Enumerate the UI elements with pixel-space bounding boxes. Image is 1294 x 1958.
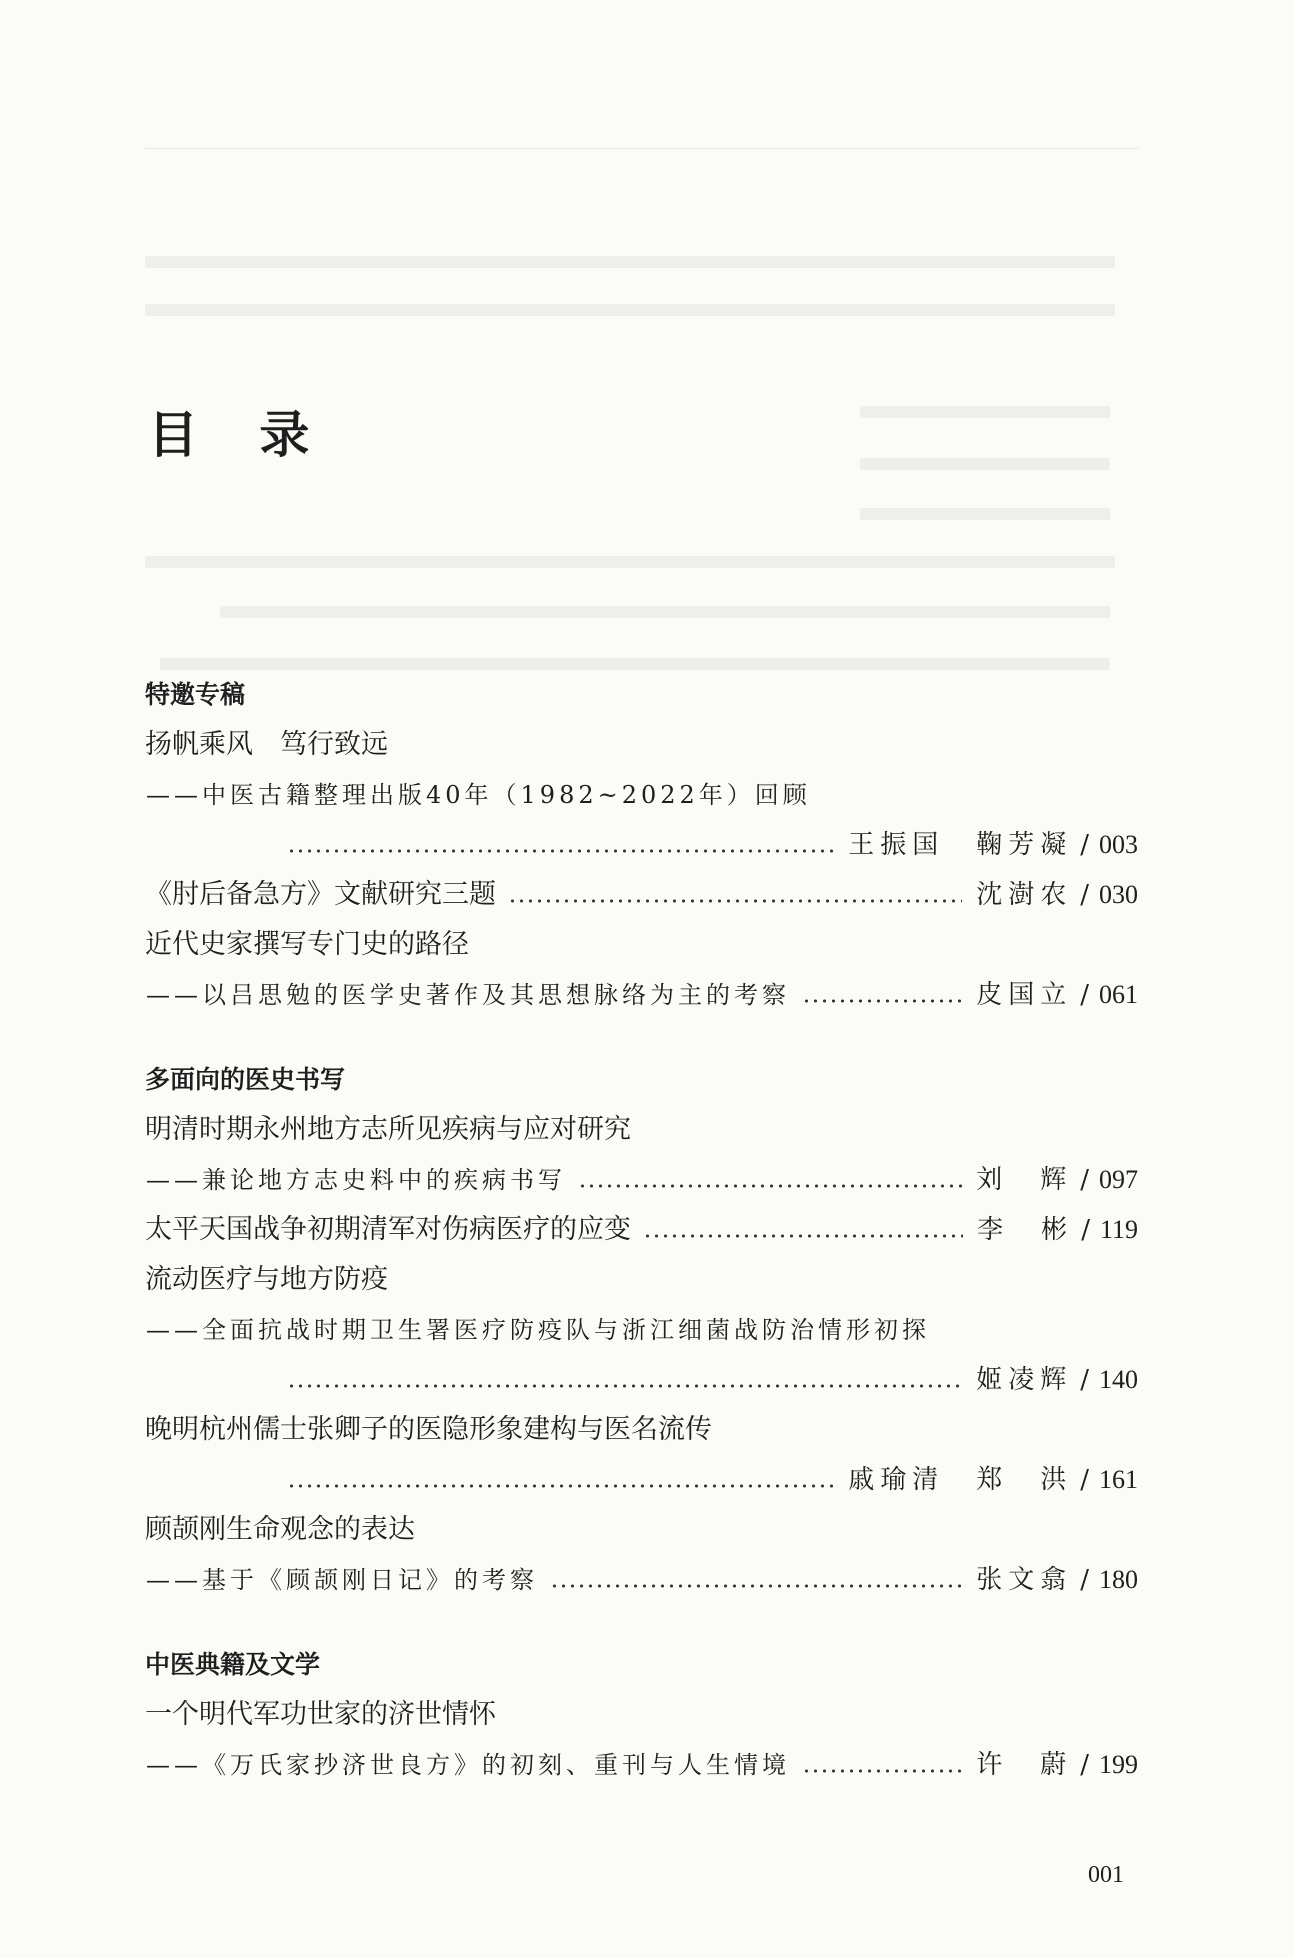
entry-title: 太平天国战争初期清军对伤病医疗的应变 bbox=[145, 1214, 631, 1245]
entry-subtitle: ——《万氏家抄济世良方》的初刻、重刊与人生情境 bbox=[146, 1751, 790, 1779]
entry-authors: 张文翕 bbox=[976, 1565, 1073, 1595]
dot-leader bbox=[578, 1184, 962, 1188]
entry-page: 199 bbox=[1099, 1750, 1138, 1779]
dot-leader bbox=[287, 1384, 962, 1388]
entry-title: 扬帆乘风 笃行致远 bbox=[145, 729, 388, 760]
entry-page: 097 bbox=[1099, 1165, 1138, 1194]
toc-entry-subtitle bbox=[145, 1555, 1138, 1605]
entry-authors: 李 彬 bbox=[977, 1215, 1074, 1245]
toc-entry-leader-line bbox=[145, 820, 1138, 870]
dot-leader bbox=[802, 1769, 962, 1773]
entry-subtitle: ——中医古籍整理出版40年（1982~2022年）回顾 bbox=[146, 781, 811, 809]
table-of-contents bbox=[145, 670, 1138, 1790]
entry-title: 晚明杭州儒士张卿子的医隐形象建构与医名流传 bbox=[145, 1414, 712, 1445]
separator-slash: / bbox=[1080, 1465, 1089, 1495]
entry-authors: 王振国 鞠芳凝 bbox=[848, 830, 1073, 860]
page-number: 001 bbox=[1088, 1862, 1124, 1888]
entry-title: 流动医疗与地方防疫 bbox=[145, 1264, 388, 1295]
section-heading: 特邀专稿 bbox=[145, 680, 246, 709]
entry-title: 近代史家撰写专门史的路径 bbox=[145, 929, 469, 960]
toc-entry-title[interactable] bbox=[145, 1505, 1138, 1555]
entry-title: 一个明代军功世家的济世情怀 bbox=[145, 1699, 496, 1730]
entry-authors: 皮国立 bbox=[976, 980, 1073, 1010]
entry-subtitle: ——全面抗战时期卫生署医疗防疫队与浙江细菌战防治情形初探 bbox=[146, 1316, 930, 1344]
toc-entry-title[interactable] bbox=[145, 1690, 1138, 1740]
separator-slash: / bbox=[1080, 1165, 1089, 1195]
entry-authors: 戚瑜清 郑 洪 bbox=[848, 1465, 1073, 1495]
entry-title: 明清时期永州地方志所见疾病与应对研究 bbox=[145, 1114, 631, 1145]
entry-subtitle: ——以吕思勉的医学史著作及其思想脉络为主的考察 bbox=[146, 981, 790, 1009]
entry-page: 161 bbox=[1099, 1465, 1138, 1494]
toc-entry-title[interactable] bbox=[145, 720, 1138, 770]
toc-entry-subtitle bbox=[145, 770, 1138, 820]
section-heading: 中医典籍及文学 bbox=[145, 1650, 321, 1679]
separator-slash: / bbox=[1080, 980, 1089, 1010]
toc-entry-subtitle bbox=[145, 970, 1138, 1020]
toc-entry-title[interactable] bbox=[145, 1105, 1138, 1155]
entry-authors: 许 蔚 bbox=[976, 1750, 1073, 1780]
dot-leader bbox=[802, 999, 962, 1003]
toc-entry-title[interactable] bbox=[145, 920, 1138, 970]
entry-subtitle: ——兼论地方志史料中的疾病书写 bbox=[146, 1166, 566, 1194]
separator-slash: / bbox=[1080, 1365, 1089, 1395]
entry-title: 《肘后备急方》文献研究三题 bbox=[145, 879, 496, 910]
separator-slash: / bbox=[1080, 1565, 1089, 1595]
entry-page: 119 bbox=[1099, 1215, 1138, 1244]
toc-entry[interactable] bbox=[145, 1205, 1138, 1255]
dot-leader bbox=[550, 1584, 962, 1588]
dot-leader bbox=[287, 1484, 834, 1488]
separator-slash: / bbox=[1080, 830, 1089, 860]
dot-leader bbox=[643, 1234, 963, 1238]
entry-subtitle: ——基于《顾颉刚日记》的考察 bbox=[146, 1566, 538, 1594]
toc-entry[interactable] bbox=[145, 870, 1138, 920]
dot-leader bbox=[287, 849, 834, 853]
toc-entry-subtitle bbox=[145, 1740, 1138, 1790]
entry-authors: 沈澍农 bbox=[976, 880, 1073, 910]
separator-slash: / bbox=[1080, 880, 1089, 910]
entry-authors: 姬凌辉 bbox=[976, 1365, 1073, 1395]
page-title: 目 录 bbox=[148, 405, 332, 464]
entry-page: 180 bbox=[1099, 1565, 1138, 1594]
entry-authors: 刘 辉 bbox=[976, 1165, 1073, 1195]
entry-page: 003 bbox=[1099, 830, 1138, 859]
entry-page: 061 bbox=[1099, 980, 1138, 1009]
entry-page: 030 bbox=[1099, 880, 1138, 909]
toc-entry-leader-line bbox=[145, 1355, 1138, 1405]
separator-slash: / bbox=[1081, 1215, 1090, 1245]
entry-title: 顾颉刚生命观念的表达 bbox=[145, 1514, 415, 1545]
toc-entry-subtitle bbox=[145, 1155, 1138, 1205]
toc-entry-title[interactable] bbox=[145, 1255, 1138, 1305]
toc-entry-leader-line bbox=[145, 1455, 1138, 1505]
section-heading: 多面向的医史书写 bbox=[145, 1065, 346, 1094]
toc-entry-title[interactable] bbox=[145, 1405, 1138, 1455]
separator-slash: / bbox=[1080, 1750, 1089, 1780]
dot-leader bbox=[508, 899, 962, 903]
toc-entry-subtitle bbox=[145, 1305, 1138, 1355]
entry-page: 140 bbox=[1099, 1365, 1138, 1394]
